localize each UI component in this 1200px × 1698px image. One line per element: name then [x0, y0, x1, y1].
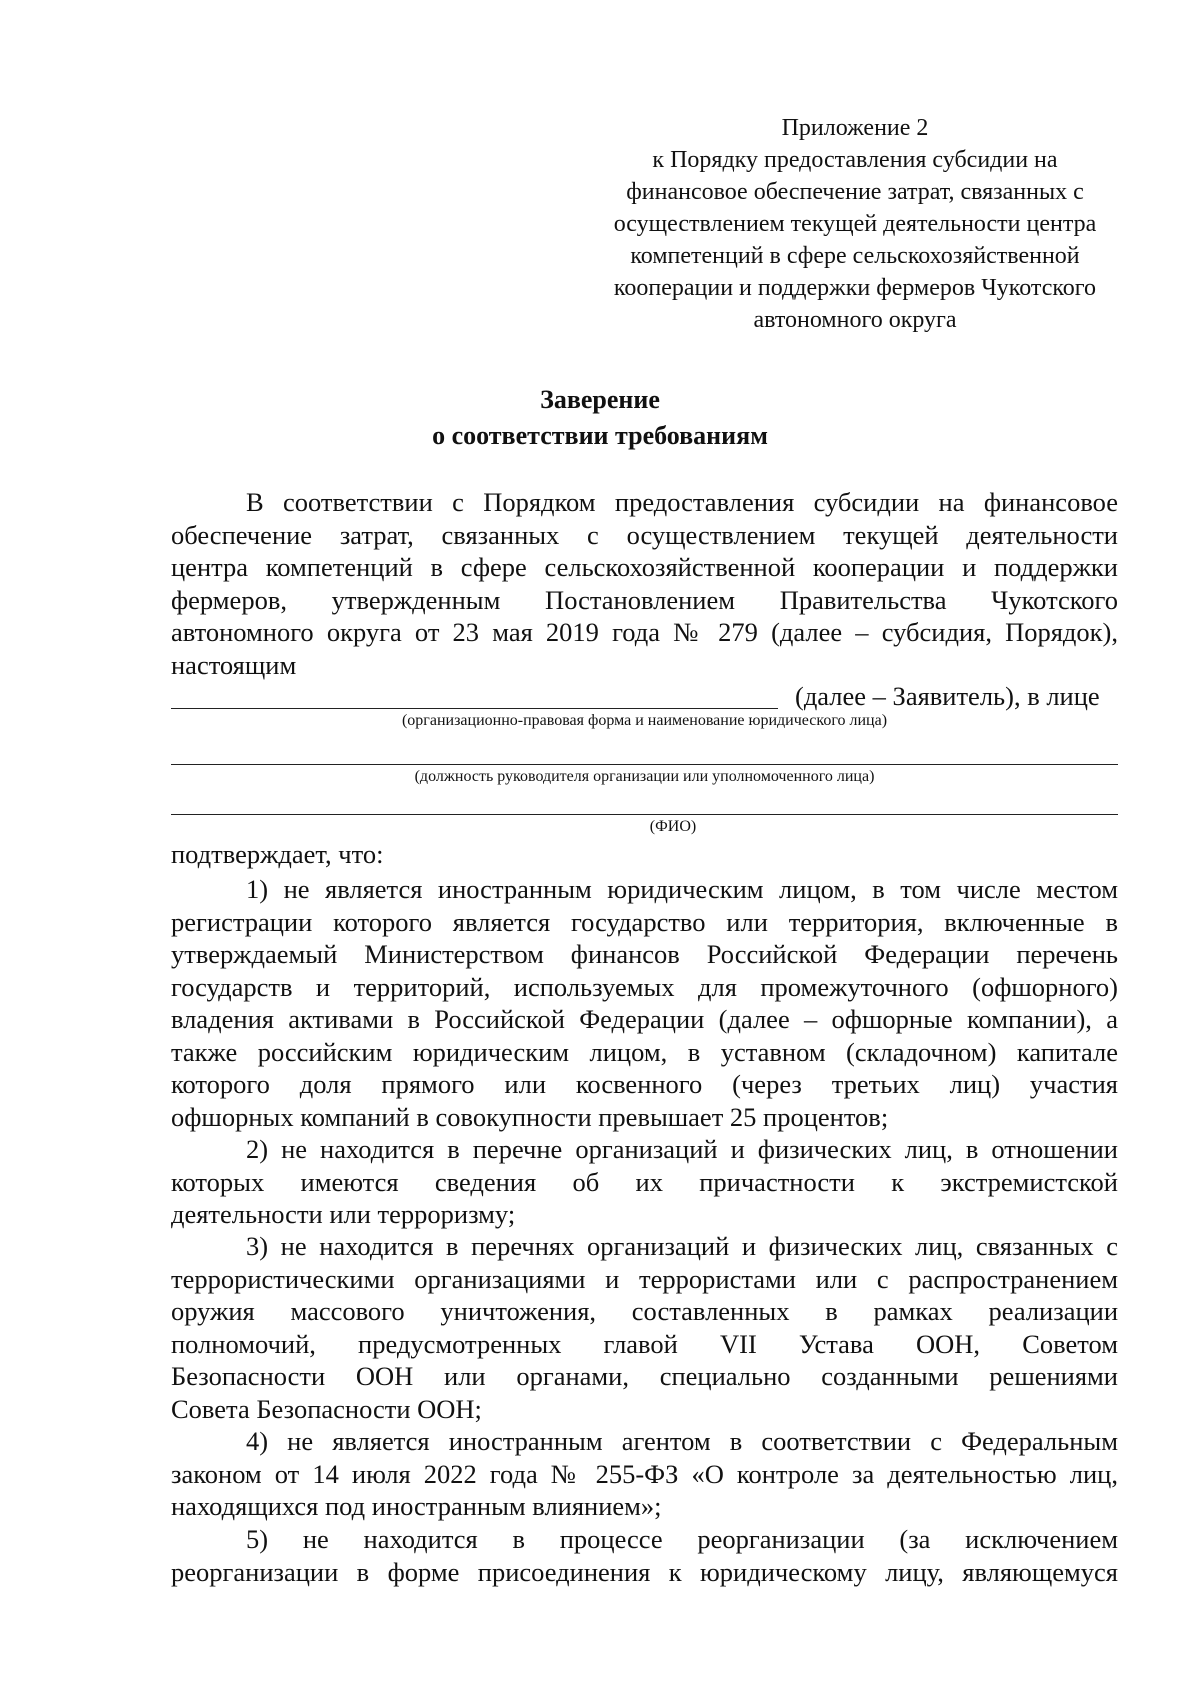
item-line: которого доля прямого или косвенного (через третьих лиц) участия: [171, 1069, 1118, 1099]
list-item: [171, 1523, 1118, 1588]
item-line: государств и территорий, используемых для промежуточного (офшорного): [171, 971, 1118, 1002]
item-line: 2) не находится в перечне организаций и физических лиц, в отношении: [246, 1134, 1118, 1164]
item-line: которых имеются сведения об их причастности к экстремистской: [171, 1166, 1118, 1197]
item-line: полномочий, предусмотренных главой VII Устава ООН, Советом: [171, 1328, 1118, 1359]
item-line: Совета Безопасности ООН;: [171, 1393, 482, 1424]
item-line: офшорных компаний в совокупности превышает 25 процентов;: [171, 1101, 889, 1132]
intro-line: автономного округа от 23 мая 2019 года № 279 (далее – субсидия, Порядок),: [171, 617, 1118, 647]
item-line: 3) не находится в перечнях организаций и физических лиц, связанных с: [246, 1231, 1118, 1261]
list-item: [171, 1133, 1118, 1231]
fio-field[interactable]: [171, 814, 1118, 815]
item-line: оружия массового уничтожения, составленных в рамках реализации: [171, 1296, 1118, 1326]
item-line: также российским юридическим лицом, в уставном (складочном) капитале: [171, 1036, 1118, 1067]
list-item: [171, 1230, 1118, 1425]
intro-line: фермеров, утвержденным Постановлением Правительства Чукотского: [171, 584, 1118, 615]
caption-fio: (ФИО): [649, 818, 697, 835]
title-line-2: о соответствии требованиям: [432, 421, 768, 450]
applicant-suffix: (далее – Заявитель), в лице: [795, 681, 1100, 711]
item-line: 4) не является иностранным агентом в соответствии с Федеральным: [246, 1426, 1118, 1456]
intro-line: центра компетенций в сфере сельскохозяйственной кооперации и поддержки: [171, 552, 1118, 582]
appendix-line: Приложение 2: [781, 115, 929, 141]
item-line: владения активами в Российской Федерации (далее – офшорные компании), а: [171, 1004, 1118, 1034]
appendix-line: финансовое обеспечение затрат, связанных с: [626, 179, 1084, 205]
intro-line: В соответствии с Порядком предоставления субсидии на финансовое: [246, 487, 1118, 517]
appendix-line: кооперации и поддержки фермеров Чукотского: [613, 275, 1097, 301]
item-line: законом от 14 июля 2022 года № 255-ФЗ «О контроле за деятельностью лиц,: [171, 1458, 1118, 1489]
item-line: 1) не является иностранным юридическим лицом, в том числе местом: [246, 874, 1118, 904]
appendix-line: компетенций в сфере сельскохозяйственной: [630, 243, 1080, 269]
document-title: [0, 382, 1200, 454]
appendix-line: осуществлением текущей деятельности центра: [613, 211, 1097, 237]
position-field[interactable]: [171, 764, 1118, 765]
item-line: находящихся под иностранным влиянием»;: [171, 1491, 662, 1521]
list-item: [171, 1425, 1118, 1523]
intro-line: настоящим: [171, 649, 297, 680]
item-line: регистрации которого является государство или территория, включенные в: [171, 906, 1118, 937]
item-line: 5) не находится в процессе реорганизации (за исключением: [246, 1524, 1118, 1554]
item-line: деятельности или терроризму;: [171, 1199, 516, 1229]
item-line: утверждаемый Министерством финансов Российской Федерации перечень: [171, 939, 1118, 969]
confirms-text: подтверждает, что:: [171, 839, 384, 869]
intro-line: обеспечение затрат, связанных с осуществлением текущей деятельности: [171, 519, 1118, 550]
caption-organization: (организационно-правовая форма и наименование юридического лица): [401, 712, 888, 729]
item-line: террористическими организациями и террористами или с распространением: [171, 1263, 1118, 1294]
item-line: реорганизации в форме присоединения к юридическому лицу, являющемуся: [171, 1556, 1118, 1587]
intro-paragraph: [171, 486, 1118, 681]
appendix-line: автономного округа: [753, 307, 957, 333]
title-line-1: Заверение: [540, 385, 660, 414]
list-item: [171, 873, 1118, 1133]
appendix-line: к Порядку предоставления субсидии на: [652, 147, 1058, 173]
applicant-name-field[interactable]: [171, 708, 778, 709]
appendix-header: [600, 112, 1110, 336]
caption-position: (должность руководителя организации или уполномоченного лица): [414, 768, 875, 785]
item-line: Безопасности ООН или органами, специально созданными решениями: [171, 1361, 1118, 1391]
